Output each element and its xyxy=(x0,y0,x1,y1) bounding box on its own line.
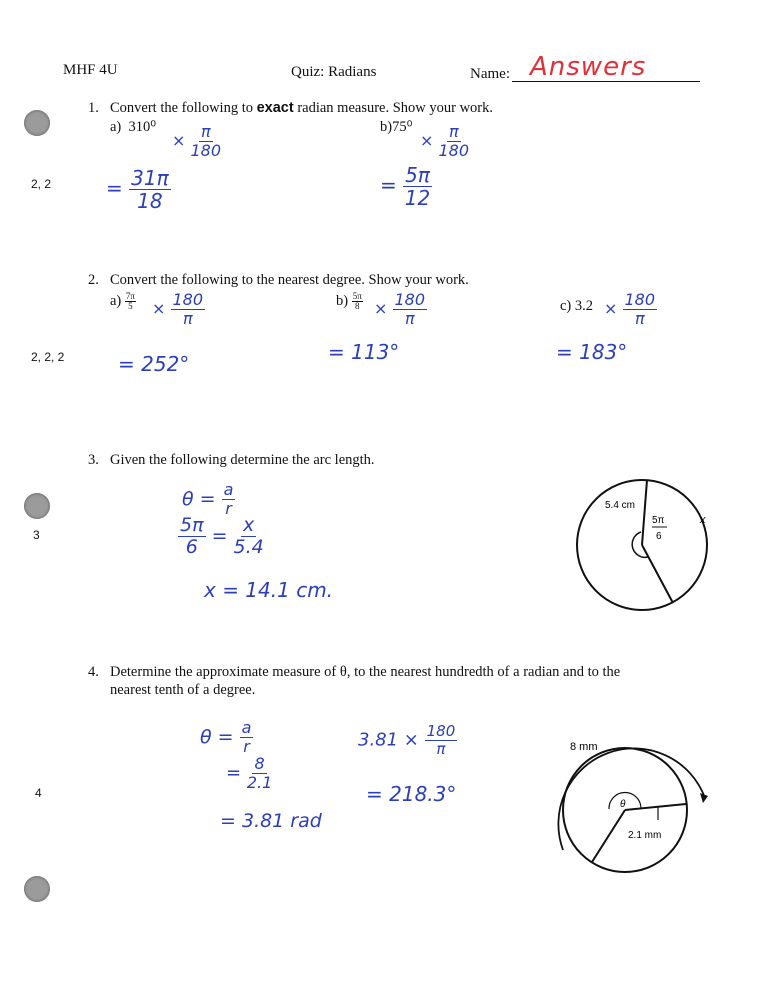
name-label: Name: xyxy=(470,66,510,82)
q3-radius-label: 5.4 cm xyxy=(605,500,636,511)
q3-w2-rden: 5.4 xyxy=(233,536,264,558)
q2c-work: × $\frac{180}{\pi}$ xyxy=(604,290,656,328)
q2a-work-num: 180 xyxy=(172,290,204,309)
q4-w1-num: a xyxy=(241,718,252,737)
q4-radius-2 xyxy=(592,810,625,862)
q2c-work-den: π xyxy=(634,309,645,328)
q4-work-line2: = $\frac{8}{2.1}$ xyxy=(226,754,273,792)
q1a-answer: = $\frac{31\pi}{18}$ xyxy=(106,166,169,213)
q1b-work: × $\frac{\pi}{180}$ xyxy=(420,122,470,160)
q1a-letter: a) xyxy=(110,119,122,135)
q3-w1-den: r xyxy=(225,499,232,518)
q3-radius-1 xyxy=(642,480,647,545)
q3-w1-num: a xyxy=(223,480,234,499)
q2b-num: 5π xyxy=(352,291,362,301)
q4-d1-num: 180 xyxy=(426,722,456,740)
q3-answer: x = 14.1 cm. xyxy=(204,578,334,602)
q1-number: 1. xyxy=(88,100,99,116)
q2b-label xyxy=(336,292,363,311)
q2a-letter: a) xyxy=(110,292,122,309)
punch-hole-3 xyxy=(24,876,50,902)
q4-angle-label: θ xyxy=(620,799,626,810)
q2b-work-num: 180 xyxy=(394,290,426,309)
q1b-work-num: π xyxy=(448,122,459,141)
q1b-answer-num: 5π xyxy=(405,163,430,187)
q1-text-pre: Convert the following to xyxy=(110,100,257,116)
marks-q2: 2, 2, 2 xyxy=(31,350,65,364)
q4-work-line1 xyxy=(200,720,253,755)
q1b-answer: = $\frac{5\pi}{12}$ xyxy=(380,163,431,210)
q1-text xyxy=(110,100,493,117)
q3-work-line2: $\frac{5\pi}{6}$ = $\frac{x}{5.4}$ xyxy=(180,514,264,558)
course-code: MHF 4U xyxy=(63,62,118,78)
q4-work-line3: = 3.81 rad xyxy=(220,810,322,832)
q1a-value: 310⁰ xyxy=(128,119,157,135)
q3-circle-diagram xyxy=(570,470,720,620)
q1a-answer-num: 31π xyxy=(131,166,169,190)
q2b-den: 8 xyxy=(354,301,360,311)
q2c-work-num: 180 xyxy=(624,290,656,309)
q4-text-line1: Determine the approximate measure of θ, to the nearest hundredth of a radian and to the xyxy=(110,664,621,680)
q4-degree-answer: = 218.3° xyxy=(366,782,457,806)
q4-radius-1 xyxy=(625,804,686,810)
punch-hole-2 xyxy=(24,493,50,519)
q4-d1-den: π xyxy=(436,740,446,758)
q3-angle-den: 6 xyxy=(656,531,662,542)
q3-angle-num: 5π xyxy=(652,515,665,526)
marks-q3: 3 xyxy=(33,528,40,542)
q2c-answer: = 183° xyxy=(556,340,628,364)
q4-text-line2: nearest tenth of a degree. xyxy=(110,682,256,698)
q1-text-post: radian measure. Show your work. xyxy=(293,100,494,116)
q3-w2-rnum: x xyxy=(243,514,255,536)
q1a-work-den: 180 xyxy=(190,141,222,160)
q1a-work: × $\frac{\pi}{180}$ xyxy=(172,122,222,160)
q2a-label xyxy=(110,292,136,311)
q2a-work: × $\frac{180}{\pi}$ xyxy=(152,290,204,328)
q3-w1-lhs: θ = xyxy=(182,488,216,510)
q4-d1-pre: 3.81 × xyxy=(358,729,419,751)
q1b-work-den: 180 xyxy=(438,141,470,160)
q1a-answer-den: 18 xyxy=(137,189,163,213)
q4-arc-label: 8 mm xyxy=(570,741,598,753)
quiz-title: Quiz: Radians xyxy=(291,64,377,80)
q2-number: 2. xyxy=(88,272,99,288)
q3-text: Given the following determine the arc length. xyxy=(110,452,375,468)
q1a-label xyxy=(110,119,156,136)
q2-text: Convert the following to the nearest degree. Show your work. xyxy=(110,272,469,288)
marks-q4: 4 xyxy=(35,786,42,800)
q1b-label: b)75⁰ xyxy=(380,119,413,135)
name-value: Answers xyxy=(530,52,647,82)
q4-circle-diagram xyxy=(540,730,720,880)
q4-radius-label: 2.1 mm xyxy=(628,830,662,841)
q3-w2-lnum: 5π xyxy=(180,514,204,536)
q4-w1-lhs: θ = xyxy=(200,726,234,748)
q3-w2-lden: 6 xyxy=(185,536,198,558)
q4-degree-line1 xyxy=(358,724,457,757)
q3-number: 3. xyxy=(88,452,99,468)
q4-w2-den: 2.1 xyxy=(246,773,273,792)
q2a-num: 7π xyxy=(125,291,135,301)
q4-w1-den: r xyxy=(243,737,250,756)
q2c-label: c) 3.2 xyxy=(560,298,594,314)
q1b-answer-den: 12 xyxy=(404,186,431,210)
q2b-letter: b) xyxy=(336,292,349,309)
q4-w2-num: 8 xyxy=(254,754,265,773)
q3-radius-2 xyxy=(642,545,673,603)
q3-arc-label: x xyxy=(700,514,706,526)
q3-work-line1 xyxy=(182,482,235,517)
q1-text-bold: exact xyxy=(256,100,294,116)
q2b-work: × $\frac{180}{\pi}$ xyxy=(374,290,426,328)
punch-hole-1 xyxy=(24,110,50,136)
q1a-work-num: π xyxy=(200,122,211,141)
marks-q1: 2, 2 xyxy=(31,177,52,191)
q2b-work-den: π xyxy=(404,309,415,328)
q4-number: 4. xyxy=(88,664,99,680)
q2a-answer: = 252° xyxy=(118,352,190,376)
q2b-answer: = 113° xyxy=(328,340,400,364)
q2a-den: 5 xyxy=(128,301,133,311)
q2a-work-den: π xyxy=(182,309,193,328)
